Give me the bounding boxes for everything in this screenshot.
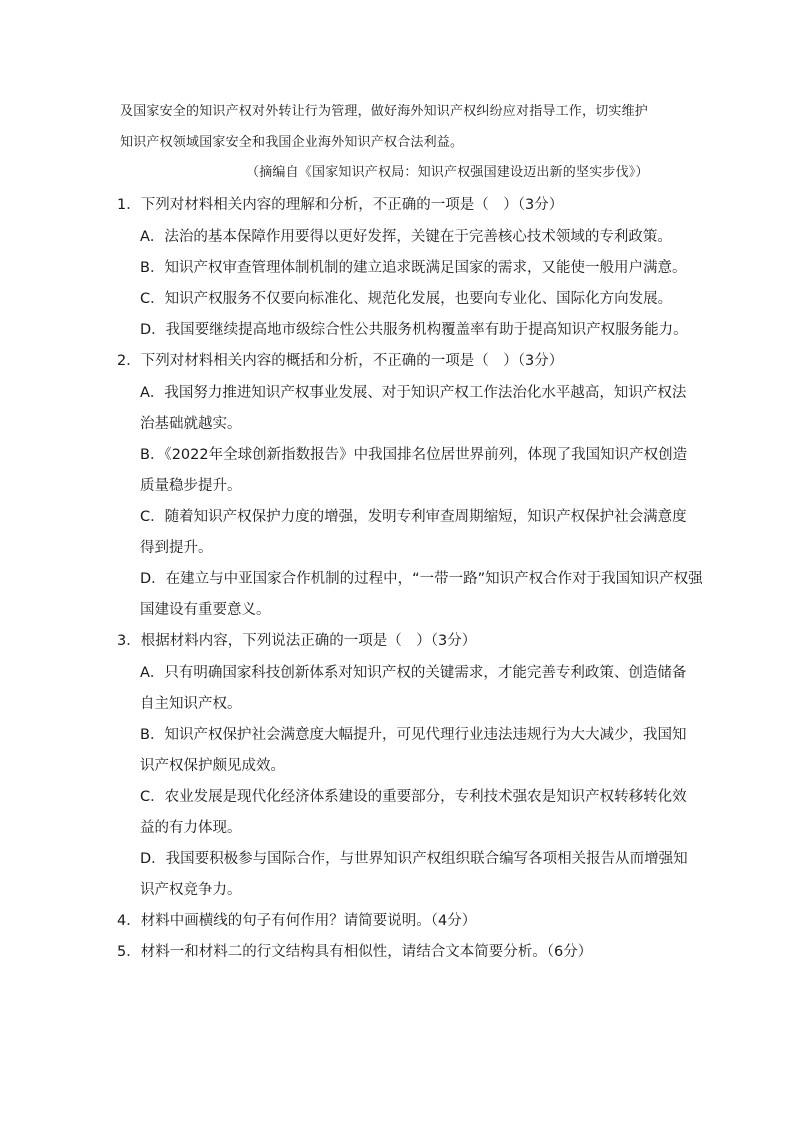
question-1-option-c: C．知识产权服务不仅要向标准化、规范化发展，也要向专业化、国际化方向发展。: [140, 291, 673, 307]
question-3-option-d-cont: 识产权竞争力。: [140, 882, 242, 898]
question-2-option-c-cont: 得到提升。: [140, 540, 213, 556]
question-2-option-a-cont: 治基础就越实。: [140, 416, 242, 432]
passage-line-1: 及国家安全的知识产权对外转让行为管理，做好海外知识产权纠纷应对指导工作，切实维护: [120, 104, 649, 119]
question-3-option-a: A．只有明确国家科技创新体系对知识产权的关键需求，才能完善专利政策、创造储备: [140, 665, 687, 681]
question-3-option-b-cont: 识产权保护颇见成效。: [140, 758, 285, 774]
question-1-option-d: D．我国要继续提高地市级综合性公共服务机构覆盖率有助于提高知识产权服务能力。: [140, 322, 688, 338]
passage-source: （摘编自《国家知识产权局：知识产权强国建设迈出新的坚实步伐》）: [246, 165, 649, 180]
question-4-stem: 4．材料中画横线的句子有何作用？请简要说明。（4分）: [117, 913, 477, 929]
question-3-option-a-cont: 自主知识产权。: [140, 696, 242, 712]
question-2-stem: 2．下列对材料相关内容的概括和分析，不正确的一项是（ ）（3分）: [117, 353, 564, 369]
question-3-option-d: D．我国要积极参与国际合作，与世界知识产权组织联合编写各项相关报告从而增强知: [140, 851, 688, 867]
question-3-option-c: C．农业发展是现代化经济体系建设的重要部分，专利技术强农是知识产权转移转化效: [140, 789, 687, 805]
question-3-option-b: B．知识产权保护社会满意度大幅提升，可见代理行业违法违规行为大大减少，我国知: [140, 727, 687, 743]
question-2-option-a: A．我国努力推进知识产权事业发展、对于知识产权工作法治化水平越高，知识产权法: [140, 385, 687, 401]
question-3-option-c-cont: 益的有力体现。: [140, 820, 242, 836]
question-5-stem: 5．材料一和材料二的行文结构具有相似性，请结合文本简要分析。（6分）: [117, 944, 593, 960]
question-1-stem: 1．下列对材料相关内容的理解和分析，不正确的一项是（ ）（3分）: [117, 197, 564, 213]
question-2-option-d-cont: 国建设有重要意义。: [140, 602, 271, 618]
passage-line-2: 知识产权领域国家安全和我国企业海外知识产权合法利益。: [120, 135, 464, 150]
question-2-option-b-cont: 质量稳步提升。: [140, 478, 242, 494]
question-2-option-c: C．随着知识产权保护力度的增强，发明专利审查周期缩短，知识产权保护社会满意度: [140, 509, 687, 525]
question-2-option-d: D．在建立与中亚国家合作机制的过程中，“一带一路”知识产权合作对于我国知识产权强: [140, 571, 703, 587]
question-3-stem: 3．根据材料内容，下列说法正确的一项是（ ）（3分）: [117, 633, 477, 649]
question-2-option-b: B．《2022年全球创新指数报告》中我国排名位居世界前列，体现了我国知识产权创造: [140, 447, 688, 463]
question-1-option-b: B．知识产权审查管理体制机制的建立追求既满足国家的需求，又能使一般用户满意。: [140, 260, 687, 276]
question-1-option-a: A．法治的基本保障作用要得以更好发挥，关键在于完善核心技术领域的专利政策。: [140, 229, 672, 245]
